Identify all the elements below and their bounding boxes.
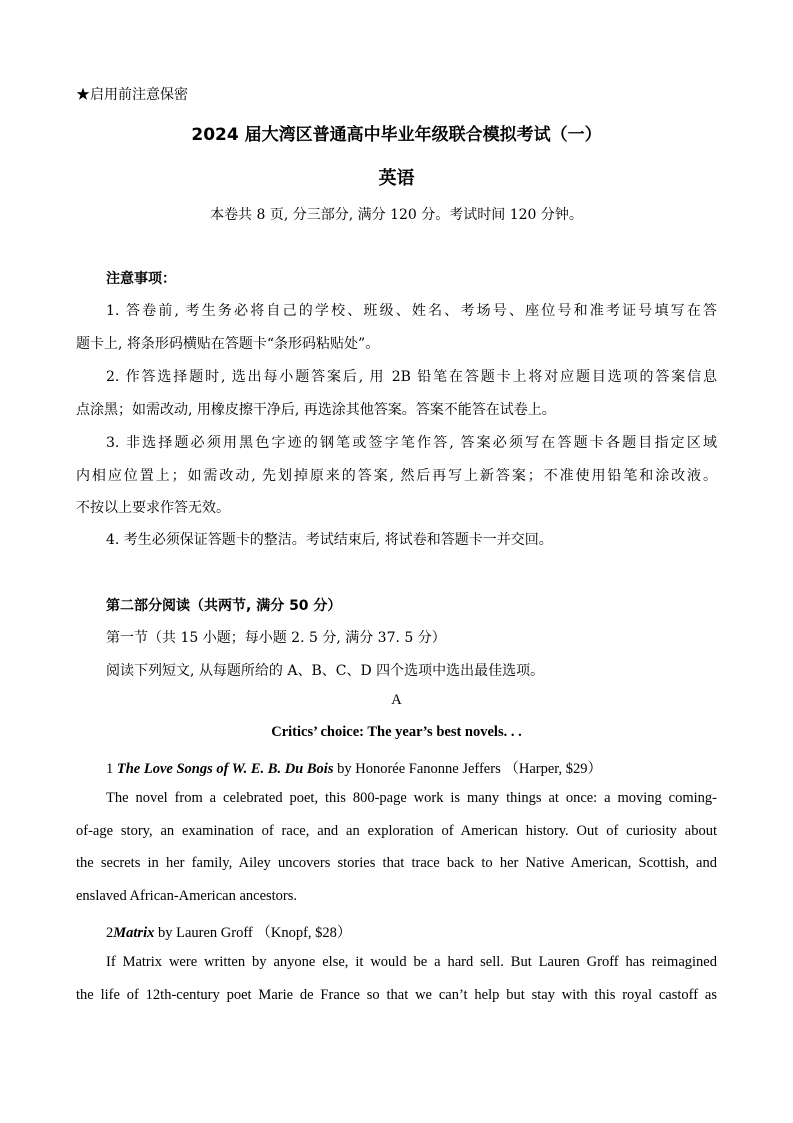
book-2-title: Matrix [113,925,155,941]
book-1-title: The Love Songs of W. E. B. Du Bois [116,761,334,777]
subject-title: 英语 [378,168,415,189]
book-2-author: by Lauren Groff [157,925,253,941]
notice-item-4-line-1: 4. 考生必须保证答题卡的整洁。考试结束后, 将试卷和答题卡一并交回。 [106,532,553,548]
section1-heading: 第一节（共 15 小题；每小题 2. 5 分, 满分 37. 5 分） [106,630,446,646]
book-2-number: 2 [106,925,114,941]
notice-item-3-line-1: 3. 非选择题必须用黑色字迹的钢笔或签字笔作答, 答案必须写在答题卡各题目指定区域 [106,435,717,451]
exam-info: 本卷共 8 页, 分三部分, 满分 120 分。考试时间 120 分钟。 [210,207,583,223]
notice-item-1-line-2: 题卡上, 将条形码横贴在答题卡“条形码粘贴处”。 [76,336,380,352]
book-2-heading [106,921,351,942]
book-1-heading [106,757,602,778]
book-1-line-2: of-age story, an examination of race, and an exploration of American history. Out of curiosity about [76,823,717,839]
book-1-publisher: （Harper, $29） [504,761,603,777]
passage-letter: A [391,692,402,708]
exam-title: 2024 届大湾区普通高中毕业年级联合模拟考试（一） [191,125,602,145]
book-1-number: 1 [106,761,114,777]
part2-heading: 第二部分阅读（共两节, 满分 50 分） [106,598,342,614]
notice-item-2-line-1: 2. 作答选择题时, 选出每小题答案后, 用 2B 铅笔在答题卡上将对应题目选项的答案信息 [106,369,717,385]
reading-instruction: 阅读下列短文, 从每题所给的 A、B、C、D 四个选项中选出最佳选项。 [106,663,545,679]
notice-item-3-line-3: 不按以上要求作答无效。 [76,500,230,516]
notice-heading: 注意事项： [106,271,176,287]
passage-title: Critics’ choice: The year’s best novels. . . [271,724,522,740]
book-1-line-4: enslaved African-American ancestors. [76,888,298,904]
notice-item-1-line-1: 1. 答卷前, 考生务必将自己的学校、班级、姓名、考场号、座位号和准考证号填写在答 [106,303,717,319]
book-1-author: by Honorée Fanonne Jeffers [337,761,501,777]
book-1-line-3: the secrets in her family, Ailey uncovers stories that trace back to her Native American, Scottish, and [76,855,717,871]
book-2-publisher: （Knopf, $28） [256,925,352,941]
book-2-line-1: If Matrix were written by anyone else, it would be a hard sell. But Lauren Groff has reimagined [106,954,717,970]
confidential-notice: ★启用前注意保密 [76,87,188,103]
notice-item-3-line-2: 内相应位置上；如需改动, 先划掉原来的答案, 然后再写上新答案；不准使用铅笔和涂改液。 [76,468,717,484]
notice-item-2-line-2: 点涂黑；如需改动, 用橡皮擦干净后, 再选涂其他答案。答案不能答在试卷上。 [76,402,556,418]
book-1-line-1: The novel from a celebrated poet, this 800-page work is many things at once: a moving coming- [106,790,717,806]
book-2-line-2: the life of 12th-century poet Marie de France so that we can’t help but stay with this royal castoff as [76,987,717,1003]
